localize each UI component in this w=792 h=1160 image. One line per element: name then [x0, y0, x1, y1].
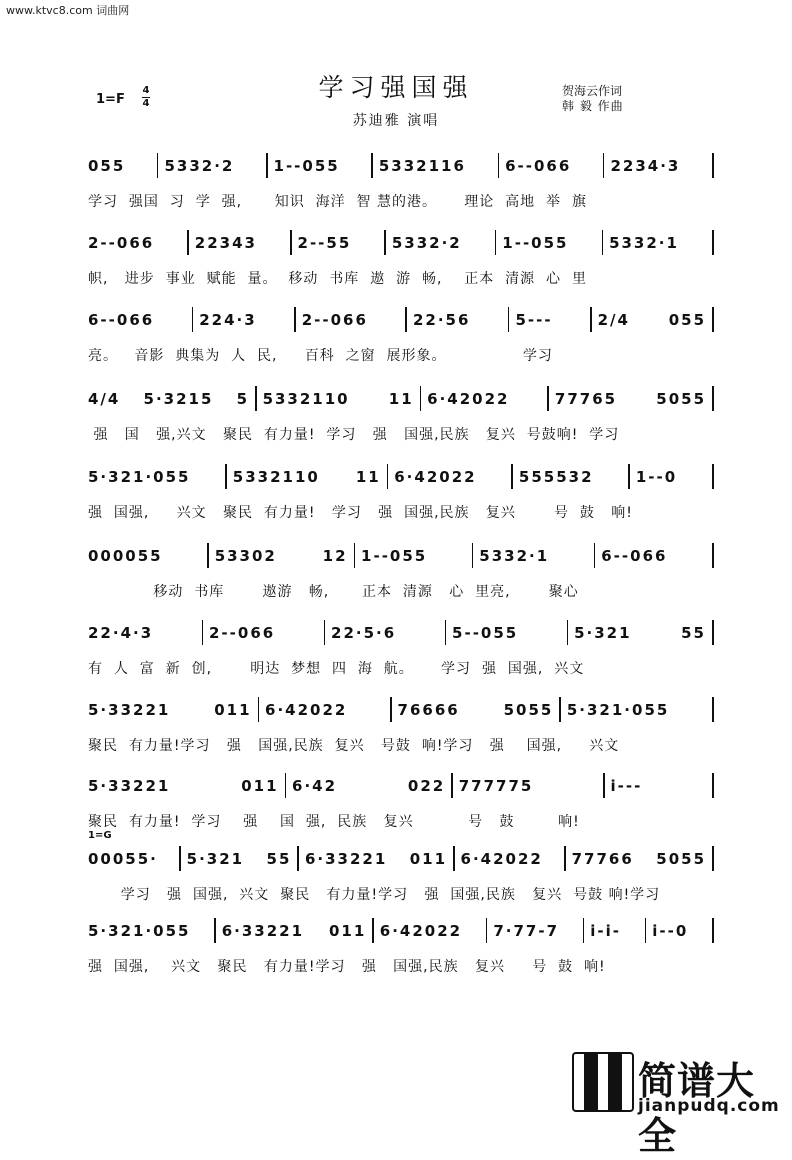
barline [405, 307, 407, 332]
barline [445, 620, 447, 645]
barline [712, 773, 714, 798]
barline [590, 307, 592, 332]
barline [266, 153, 268, 178]
measure: 7·77-7 [493, 921, 560, 940]
barline [486, 918, 488, 943]
lyric-line: 强 国强, 兴文 聚民 有力量!学习 强 国强,民族 复兴 号 鼓 响! [88, 959, 606, 975]
measure: 5·321·055 [88, 921, 191, 940]
music-row [88, 846, 720, 871]
barline [603, 153, 605, 178]
music-row [88, 307, 720, 332]
barline [495, 230, 497, 255]
barline [712, 153, 714, 178]
measure: 6·42022 [427, 389, 510, 408]
measure: 2--066 [88, 233, 155, 252]
measure: 1--0 [635, 467, 678, 486]
measure: 22·5·6 [331, 623, 397, 642]
measure: 2234·3 [610, 156, 681, 175]
lyric-line: 学习 强 国强, 兴文 聚民 有力量!学习 强 国强,民族 复兴 号鼓 响!学习 [88, 887, 661, 903]
barline [290, 230, 292, 255]
barline [297, 846, 299, 871]
music-row [88, 620, 720, 645]
barline [187, 230, 189, 255]
barline [712, 230, 714, 255]
measure: 53302 12 [214, 546, 348, 565]
measure: 5332·2 [164, 156, 235, 175]
singer-credit: 苏迪雅 演唱 [352, 113, 440, 129]
measure: i--- [610, 776, 643, 795]
measure: 6·42 022 [292, 776, 446, 795]
measure: 1--055 [273, 156, 340, 175]
measure: 5332116 [378, 156, 466, 175]
measure: 6--066 [88, 310, 155, 329]
barline [255, 386, 257, 411]
song-title: 学习强国强 [318, 73, 474, 102]
barline [712, 846, 714, 871]
time-signature-top: 4 [142, 85, 150, 96]
barline [451, 773, 453, 798]
barline [594, 543, 596, 568]
site-watermark: www.ktvc8.com 词曲网 [6, 4, 130, 17]
barline [372, 918, 374, 943]
barline [420, 386, 422, 411]
barline [628, 464, 630, 489]
measure: 5332·1 [479, 546, 550, 565]
measure: 2--066 [301, 310, 368, 329]
measure: 4/4 5·3215 5 [88, 389, 250, 408]
barline [712, 620, 714, 645]
site-logo [572, 1050, 790, 1158]
measure: 22343 [194, 233, 257, 252]
barline [603, 773, 605, 798]
measure: 2/4 055 [597, 310, 707, 329]
measure: 22·56 [412, 310, 471, 329]
measure: 00055· [88, 849, 158, 868]
barline [258, 697, 260, 722]
barline [472, 543, 474, 568]
measure: 555532 [518, 467, 594, 486]
barline [508, 307, 510, 332]
music-row [88, 697, 720, 722]
measure: 6·33221 011 [221, 921, 367, 940]
music-row [88, 773, 720, 798]
measure: 055 [88, 156, 126, 175]
lyric-line: 帜, 进步 事业 赋能 量。 移动 书库 遨 游 畅, 正本 清源 心 里 [88, 271, 587, 287]
barline [511, 464, 513, 489]
lyric-line: 亮。 音影 典集为 人 民, 百科 之窗 展形象。 学习 [88, 348, 553, 364]
measure: 000055 [88, 546, 163, 565]
measure: 5·33221 011 [88, 776, 279, 795]
barline [564, 846, 566, 871]
barline [547, 386, 549, 411]
lyric-line: 有 人 富 新 创, 明达 梦想 四 海 航。 学习 强 国强, 兴文 [88, 661, 585, 677]
barline [559, 697, 561, 722]
measure: 5332110 11 [232, 467, 381, 486]
barline [285, 773, 287, 798]
barline [712, 697, 714, 722]
time-signature-bottom: 4 [142, 98, 150, 109]
measure: 6·42022 [460, 849, 543, 868]
measure: 5·321·055 [88, 467, 191, 486]
measure: 76666 5055 [397, 700, 554, 719]
barline [294, 307, 296, 332]
measure: 5--- [515, 310, 553, 329]
barline [354, 543, 356, 568]
lyric-line: 强 国强, 兴文 聚民 有力量! 学习 强 国强,民族 复兴 号 鼓 响! [88, 505, 633, 521]
barline [645, 918, 647, 943]
measure: 77766 5055 [571, 849, 707, 868]
barline [390, 697, 392, 722]
time-signature [142, 86, 150, 109]
measure: 224·3 [199, 310, 257, 329]
logo-name: 简谱大全 [638, 1059, 756, 1158]
key-change-label: 1=G [88, 830, 112, 841]
measure: 6·42022 [379, 921, 463, 940]
measure: 1--055 [502, 233, 569, 252]
measure: 6--066 [601, 546, 668, 565]
music-row [88, 918, 720, 943]
measure: 5332·2 [391, 233, 462, 252]
barline [712, 918, 714, 943]
piano-keys-icon [572, 1052, 634, 1112]
barline [712, 464, 714, 489]
music-row [88, 464, 720, 489]
measure: 6·33221 011 [304, 849, 448, 868]
music-row [88, 386, 720, 411]
barline [387, 464, 389, 489]
barline [207, 543, 209, 568]
barline [384, 230, 386, 255]
lyric-line: 聚民 有力量!学习 强 国强,民族 复兴 号鼓 响!学习 强 国强, 兴文 [88, 738, 620, 754]
barline [602, 230, 604, 255]
barline [225, 464, 227, 489]
measure: 5·321 55 [574, 623, 706, 642]
measure: 6·42022 [394, 467, 477, 486]
music-row [88, 230, 720, 255]
lyric-line: 聚民 有力量! 学习 强 国 强, 民族 复兴 号 鼓 响! [88, 814, 580, 830]
barline [583, 918, 585, 943]
barline [567, 620, 569, 645]
measure: 6·42022 [265, 700, 348, 719]
lyric-line: 移动 书库 遨游 畅, 正本 清源 心 里亮, 聚心 [88, 584, 579, 600]
barline [324, 620, 326, 645]
barline [453, 846, 455, 871]
measure: 5·321·055 [566, 700, 670, 719]
measure: 5332·1 [609, 233, 679, 252]
barline [179, 846, 181, 871]
measure: 5--055 [452, 623, 519, 642]
barline [712, 386, 714, 411]
music-row [88, 543, 720, 568]
composer-credit: 韩 毅 作曲 [562, 99, 624, 113]
barline [712, 543, 714, 568]
measure: 777775 [458, 776, 534, 795]
measure: 22·4·3 [88, 623, 154, 642]
measure: 5332110 11 [262, 389, 414, 408]
lyric-line: 强 国 强,兴文 聚民 有力量! 学习 强 国强,民族 复兴 号鼓响! 学习 [88, 427, 620, 443]
logo-url: jianpudq.com [638, 1096, 780, 1116]
key-signature: 1=F [96, 92, 125, 107]
measure: 6--066 [505, 156, 572, 175]
lyricist-credit: 贺海云作词 [562, 84, 623, 98]
measure: 2--066 [209, 623, 276, 642]
measure: 5·321 55 [186, 849, 292, 868]
barline [371, 153, 373, 178]
barline [157, 153, 159, 178]
barline [202, 620, 204, 645]
lyric-line: 学习 强国 习 学 强, 知识 海洋 智 慧的港。 理论 高地 举 旗 [88, 194, 587, 210]
barline [192, 307, 194, 332]
measure: i--0 [652, 921, 689, 940]
measure: 2--55 [297, 233, 352, 252]
music-row [88, 153, 720, 178]
barline [498, 153, 500, 178]
barline [214, 918, 216, 943]
measure: 1--055 [361, 546, 428, 565]
measure: 5·33221 011 [88, 700, 252, 719]
measure: i-i- [590, 921, 621, 940]
measure: 77765 5055 [554, 389, 707, 408]
barline [712, 307, 714, 332]
